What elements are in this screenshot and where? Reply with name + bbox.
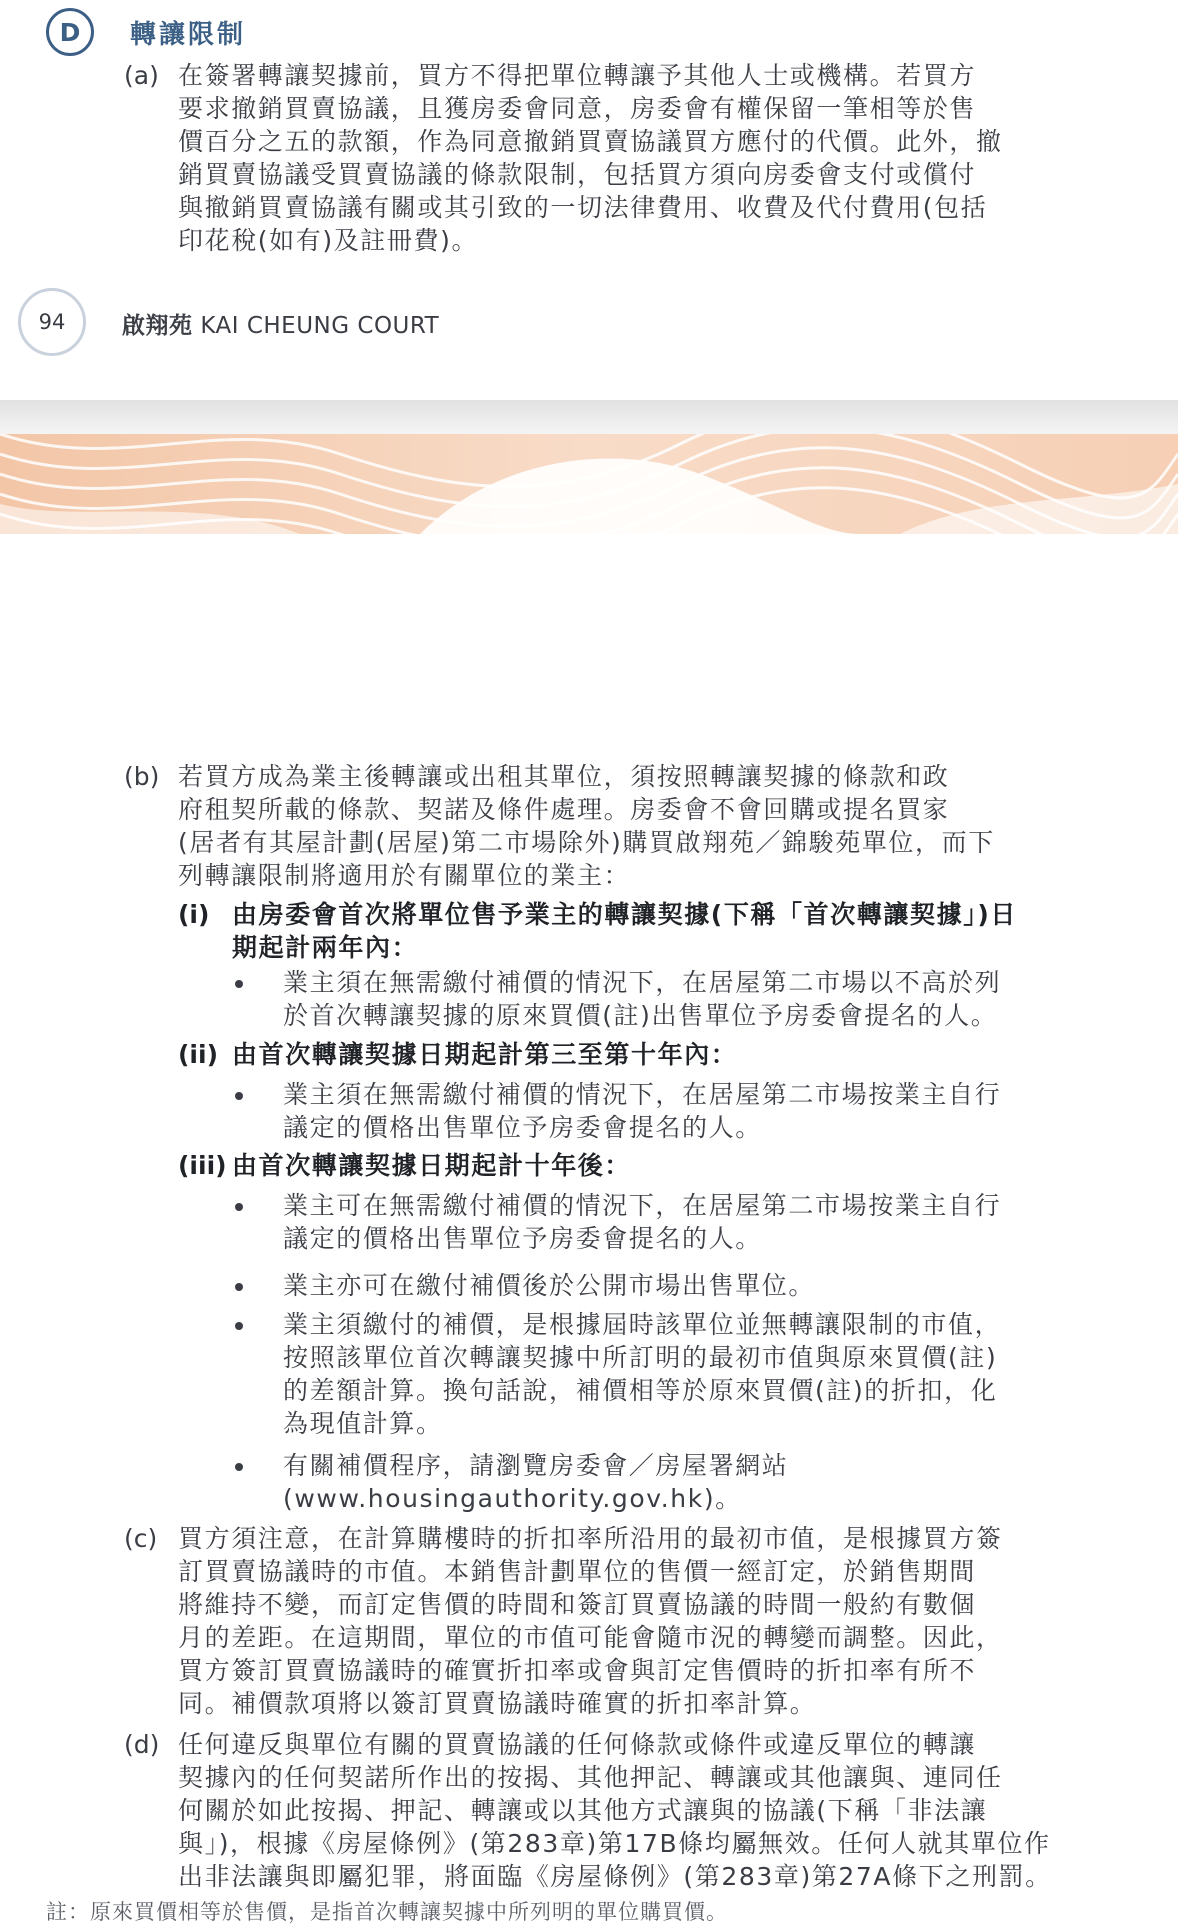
para-a-line: 要求撤銷買賣協議，且獲房委會同意，房委會有權保留一筆相等於售 (178, 94, 977, 123)
para-c-line: 訂買賣協議時的市值。本銷售計劃單位的售價一經訂定，於銷售期間 (178, 1557, 977, 1586)
bullet-dot (235, 1203, 243, 1211)
sub-iii-title (232, 1149, 1102, 1182)
bullet-line: 按照該單位首次轉讓契據中所訂明的最初市值與原來買價(註) (283, 1343, 998, 1372)
sub-iii-label: (iii) (178, 1151, 227, 1180)
sub-iii-bullet-4 (283, 1449, 1103, 1515)
sub-iii-bullet-1 (283, 1189, 1103, 1255)
bullet-dot (235, 1322, 243, 1330)
footer-title-zh: 啟翔苑 (122, 313, 193, 339)
para-a-line: 價百分之五的款額，作為同意撤銷買賣協議買方應付的代價。此外，撤 (178, 127, 1003, 156)
sub-i-bullet (283, 966, 1103, 1032)
bullet-line: 議定的價格出售單位予房委會提名的人。 (283, 1224, 762, 1253)
sub-iii-bullet-3 (283, 1308, 1103, 1440)
bullet-line: 業主須在無需繳付補價的情況下，在居屋第二市場按業主自行 (283, 1080, 1002, 1109)
para-d-line: 何關於如此按揭、押記、轉讓或以其他方式讓與的協議(下稱「非法讓 (178, 1796, 988, 1825)
sub-iii-bullet-2 (283, 1269, 1103, 1302)
sub-ii-bullet (283, 1078, 1103, 1144)
para-a-line: 印花稅(如有)及註冊費)。 (178, 226, 479, 255)
footnote: 註：原來買價相等於售價，是指首次轉讓契據中所列明的單位購買價。 (46, 1900, 728, 1924)
para-b-line: 列轉讓限制將適用於有關單位的業主： (178, 861, 631, 890)
para-c-line: 同。補價款項將以簽訂買賣協議時確實的折扣率計算。 (178, 1689, 817, 1718)
sub-i-title (232, 898, 1102, 964)
bullet-line: 業主亦可在繳付補價後於公開市場出售單位。 (283, 1271, 816, 1300)
bullet-dot (235, 1463, 243, 1471)
decorative-wave-banner (0, 434, 1178, 534)
bullet-line: 於首次轉讓契據的原來買價(註)出售單位予房委會提名的人。 (283, 1001, 998, 1030)
sub-i-label: (i) (178, 900, 210, 929)
sub-iii-title-line: 由首次轉讓契據日期起計十年後： (232, 1151, 632, 1180)
bullet-dot (235, 1092, 243, 1100)
para-b-line: (居者有其屋計劃(居屋)第二市場除外)購買啟翔苑／錦駿苑單位，而下 (178, 828, 995, 857)
bullet-line: 為現值計算。 (283, 1409, 443, 1438)
para-a-label: (a) (124, 61, 159, 90)
bullet-line: 業主可在無需繳付補價的情況下，在居屋第二市場按業主自行 (283, 1191, 1002, 1220)
para-c-line: 買方須注意，在計算購樓時的折扣率所沿用的最初市值，是根據買方簽 (178, 1524, 1003, 1553)
page-footer-title (122, 307, 439, 340)
para-c-line: 月的差距。在這期間，單位的市值可能會隨市況的轉變而調整。因此， (178, 1623, 1003, 1652)
section-title: 轉讓限制 (130, 20, 247, 50)
para-c-line: 將維持不變，而訂定售價的時間和簽訂買賣協議的時間一般約有數個 (178, 1590, 977, 1619)
para-a-line: 在簽署轉讓契據前，買方不得把單位轉讓予其他人士或機構。若買方 (178, 61, 977, 90)
para-a-line: 銷買賣協議受買賣協議的條款限制，包括買方須向房委會支付或償付 (178, 160, 977, 189)
bullet-line: 業主須在無需繳付補價的情況下，在居屋第二市場以不高於列 (283, 968, 1002, 997)
para-d-label: (d) (124, 1730, 160, 1759)
bullet-line: 業主須繳付的補價，是根據屆時該單位並無轉讓限制的市值， (283, 1310, 1002, 1339)
para-b-line: 府租契所載的條款、契諾及條件處理。房委會不會回購或提名買家 (178, 795, 950, 824)
para-d-line: 出非法讓與即屬犯罪，將面臨《房屋條例》(第283章)第27A條下之刑罰。 (178, 1862, 1052, 1891)
para-d-line: 任何違反與單位有關的買賣協議的任何條款或條件或違反單位的轉讓 (178, 1730, 977, 1759)
page-number-badge: 94 (18, 288, 86, 356)
para-a (178, 59, 1098, 257)
para-c (178, 1522, 1098, 1720)
bullet-line: 的差額計算。換句話說，補價相等於原來買價(註)的折扣，化 (283, 1376, 998, 1405)
para-d (178, 1728, 1098, 1893)
bullet-line: 有關補價程序，請瀏覽房委會／房屋署網站 (283, 1451, 789, 1480)
sub-ii-title-line: 由首次轉讓契據日期起計第三至第十年內： (232, 1040, 738, 1069)
bullet-dot (235, 980, 243, 988)
bullet-line: 議定的價格出售單位予房委會提名的人。 (283, 1113, 762, 1142)
page-separator (0, 400, 1178, 434)
footer-title-en: KAI CHEUNG COURT (200, 313, 440, 339)
para-a-line: 與撤銷買賣協議有關或其引致的一切法律費用、收費及代付費用(包括 (178, 193, 988, 222)
section-badge: D (46, 8, 94, 56)
para-b-label: (b) (124, 762, 160, 791)
sub-i-title-line: 期起計兩年內： (232, 933, 419, 962)
para-c-label: (c) (124, 1524, 158, 1553)
para-c-line: 買方簽訂買賣協議時的確實折扣率或會與訂定售價時的折扣率有所不 (178, 1656, 977, 1685)
para-d-line: 與」)，根據《房屋條例》(第283章)第17B條均屬無效。任何人就其單位作 (178, 1829, 1051, 1858)
sub-ii-title (232, 1038, 1102, 1071)
para-d-line: 契據內的任何契諾所作出的按揭、其他押記、轉讓或其他讓與、連同任 (178, 1763, 1003, 1792)
para-b-line: 若買方成為業主後轉讓或出租其單位，須按照轉讓契據的條款和政 (178, 762, 950, 791)
bullet-dot (235, 1283, 243, 1291)
sub-i-title-line: 由房委會首次將單位售予業主的轉讓契據(下稱「首次轉讓契據」)日 (232, 900, 1017, 929)
sub-ii-label: (ii) (178, 1040, 218, 1069)
para-b (178, 760, 1098, 892)
bullet-line-link[interactable]: (www.housingauthority.gov.hk)。 (283, 1484, 742, 1513)
